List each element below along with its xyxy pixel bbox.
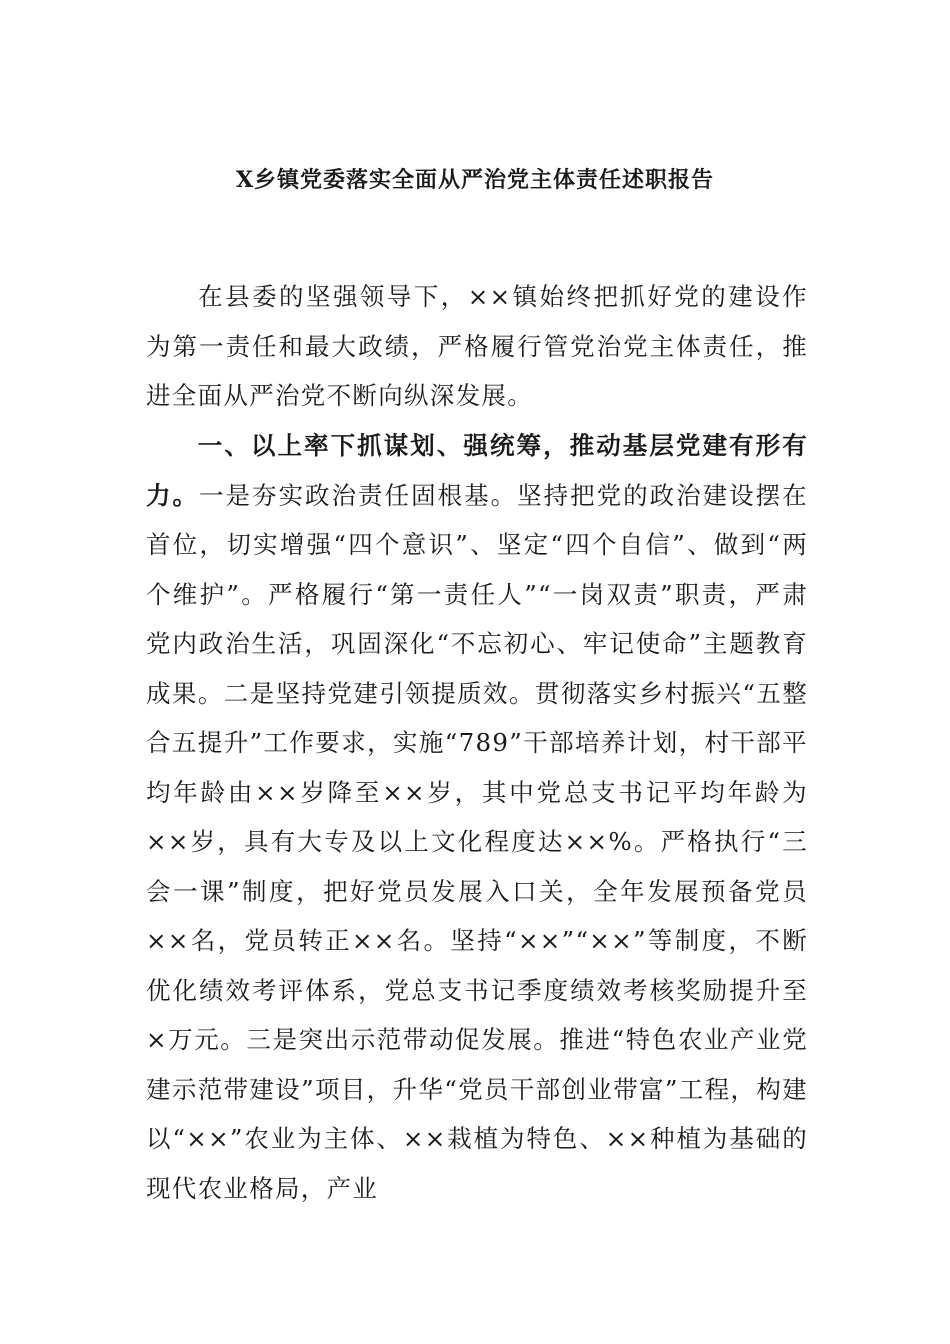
section-one-text: 一是夯实政治责任固根基。坚持把党的政治建设摆在首位，切实增强“四个意识”、坚定“四个自信”、做到“两个维护”。严格履行“第一责任人”“一岗双责”职责，严肃党内政治生活，巩固深化“不忘初心、牢记使命”主题教育成果。二是坚持党建引领提质效。贯彻落实乡村振兴“五整合五提升”工作要求，实施“789”干部培养计划，村干部平均年龄由××岁降至××岁，其中党总支书记平均年龄为××岁，具有大专及以上文化程度达××%。严格执行“三会一课”制度，把好党员发展入口关，全年发展预备党员××名，党员转正××名。坚持“××”“××”等制度，不断优化绩效考评体系，党总支书记季度绩效考核奖励提升至×万元。三是突出示范带动促发展。推进“特色农业产业党建示范带建设”项目，升华“党员干部创业带富”工程，构建以“××”农业为主体、××栽植为特色、××种植为基础的现代农业格局，产业 [146,480,808,1203]
intro-paragraph-text: 在县委的坚强领导下，××镇始终把抓好党的建设作为第一责任和最大政绩，严格履行管党治党主体责任，推进全面从严治党不断向纵深发展。 [146,282,808,410]
document-title: X乡镇党委落实全面从严治党主体责任述职报告 [235,167,715,193]
intro-paragraph [146,272,808,421]
section-one-paragraph [146,421,808,1213]
section-one-heading: 一、以上率下抓谋划、强统筹，推动基层党建有形有力。 [146,431,808,510]
